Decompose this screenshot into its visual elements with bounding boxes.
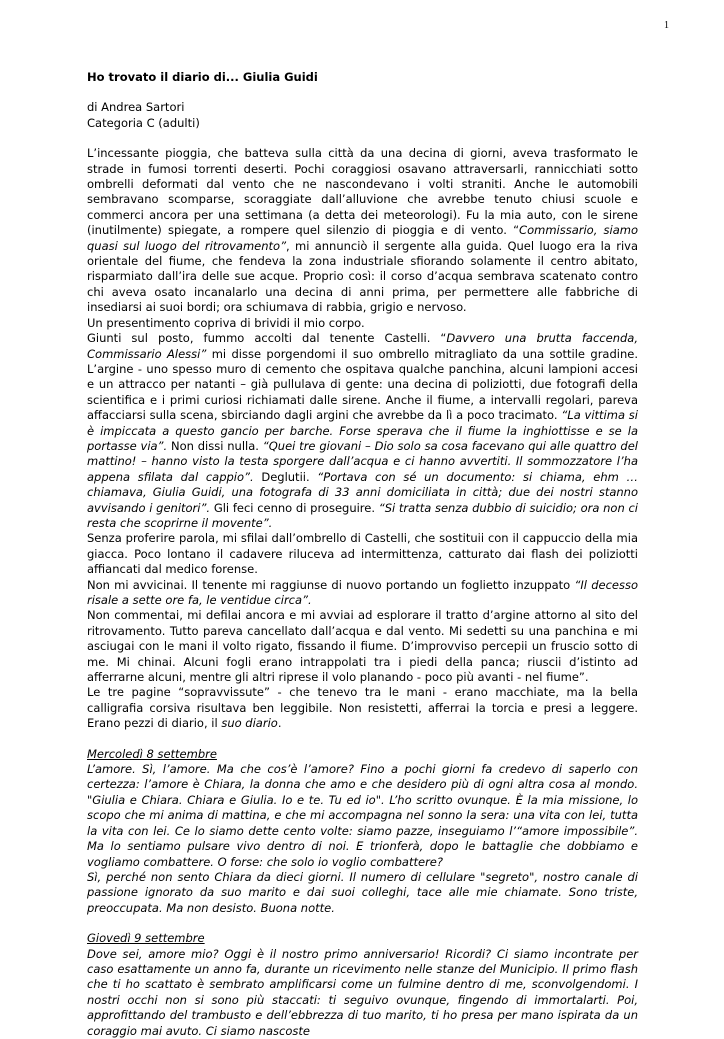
quoted-dialogue: “Il decesso risale a sette ore fa, le ventidue circa”. (87, 577, 638, 607)
diary-entry (87, 931, 638, 1039)
narrative-text: Giunti sul posto, fummo accolti dal tenente Castelli. “ (87, 331, 447, 346)
narrative-section (87, 146, 638, 731)
narrative-paragraph (87, 331, 638, 531)
narrative-text: Non dissi nulla. (167, 438, 263, 453)
document-body (87, 70, 638, 1039)
quoted-dialogue: “Portava con sé un documento: si chiama, ehm … chiamava, Giulia Guidi, una fotografa di 33 anni domiciliata in città; due dei nostri stanno avvisando i genitori”. (87, 469, 638, 515)
author-line: di Andrea Sartori (87, 100, 185, 115)
quoted-dialogue: “La vittima si è impiccata a questo gancio per barche. Forse sperava che il fiume la inghiottisse e se la portasse via”. (87, 408, 638, 453)
diary-date: Mercoledì 8 settembre (87, 746, 217, 761)
narrative-text: Non mi avvicinai. Il tenente mi raggiunse di nuovo portando un foglietto inzuppato (87, 577, 575, 592)
quoted-dialogue: Commissario, siamo quasi sul luogo del ritrovamento” (87, 223, 639, 253)
quoted-dialogue: Davvero una brutta faccenda, Commissario Alessi” (87, 331, 638, 361)
category-line: Categoria C (adulti) (87, 115, 200, 130)
diary-paragraph: L’amore. Sì, l’amore. Ma che cos’è l’amore? Fino a pochi giorni fa credevo di saperlo con certezza: l’amore è Chiara, la donna che amo e che desidero più di ogni altra cosa al mondo. "Giulia e Chiara. Chiara e Giulia. Io e te. Tu ed io". L’ho scritto ovunque. È la mia missione, lo scopo che mi anima di mattina, e che mi accompagna nel sonno la sera: una vita con lei, tutta la vita con lei. Ce lo siamo dette cento volte: siamo pazze, inseguiamo l’“amore impossibile”. Ma lo sentiamo pulsare vivo dentro di noi. E trionferà, dopo le battaglie che dobbiamo e vogliamo combattere. O forse: che solo io voglio combattere? (87, 762, 638, 869)
quoted-dialogue: “Quei tre giovani – Dio solo sa cosa facevano qui alle quattro del mattino! – hanno visto la testa sporgere dall’acqua e ci hanno avvertiti. Il sommozzatore l’ha appena sfilata dal cappio”. (87, 438, 638, 484)
narrative-paragraph (87, 316, 638, 331)
quoted-dialogue: “Si tratta senza dubbio di suicidio; ora non ci resta che scoprirne il movente”. (87, 500, 638, 530)
narrative-text: Le tre pagine “sopravvissute” - che tenevo tra le mani - erano macchiate, ma la bella calligrafia corsiva risultava ben leggibile. Non resistetti, afferrai la torcia e presi a leggere. Erano pezzi di diario, il (87, 685, 638, 731)
narrative-text: . (277, 716, 282, 731)
narrative-text: Deglutii. (253, 469, 318, 484)
narrative-text: Un presentimento copriva di brividi il mio corpo. (87, 315, 365, 330)
diary-date: Giovedì 9 settembre (87, 931, 205, 946)
diary-paragraph: Dove sei, amore mio? Oggi è il nostro primo anniversario! Ricordi? Ci siamo incontrate per caso esattamente un anno fa, durante un ricevimento nelle stanze del Municipio. Il primo flash che ti ho scattato è sembrato amplificarsi come un fulmine dentro di me, sconvolgendomi. I nostri occhi non si sono più staccati: ti seguivo ovunque, fingendo di immortalarti. Poi, approfittando del trambusto e dell’ebbrezza di tuo marito, ti ho presa per mano ispirata da un coraggio mai avuto. Ci siamo nascoste (87, 946, 638, 1038)
narrative-paragraph (87, 578, 638, 609)
narrative-text: Non commentai, mi defilai ancora e mi avviai ad esplorare il tratto d’argine attorno al sito del ritrovamento. Tutto pareva cancellato dall’acqua e dal vento. Mi sedetti su una panchina e mi asciugai con le mani il volto rigato, fissando il fiume. D’improvviso percepii un fruscio sotto di me. Mi chinai. Alcuni fogli erano intrappolati tra i piedi della panca; riuscii d’istinto ad afferrarne alcuni, mentre gli altri riprese il volo planando - poco più avanti - nel fiume”. (87, 608, 638, 685)
narrative-paragraph (87, 608, 638, 685)
narrative-paragraph (87, 685, 638, 731)
narrative-text: Gli feci cenno di proseguire. (210, 500, 379, 515)
diary-entry (87, 747, 638, 916)
story-title: Ho trovato il diario di... Giulia Guidi (87, 70, 318, 84)
narrative-text: Senza proferire parola, mi sfilai dall’ombrello di Castelli, che sostituii con il cappuccio della mia giacca. Poco lontano il cadavere riluceva ad intermittenza, catturato dai flash dei poliziotti affiancati dal medico forense. (87, 531, 638, 577)
narrative-paragraph (87, 531, 638, 577)
page-number: 1 (664, 20, 669, 31)
narrative-text: , mi annunciò il sergente alla guida. Quel luogo era la riva orientale del fiume, che fendeva la zona industriale sfiorando solamente il centro abitato, risparmiato dall’ira delle sue acque. Proprio così: il corso d’acqua sembrava scatenato contro chi aveva osato incanalarlo una decina di anni prima, per permettere alle fabbriche di insediarsi ai suoi bordi; ora schiumava di rabbia, grigio e nervoso. (87, 238, 638, 315)
narrative-paragraph (87, 146, 638, 315)
narrative-text: mi disse porgendomi il suo ombrello mitragliato da una sottile gradine. L’argine - uno spesso muro di cemento che ospitava qualche panchina, alcuni lampioni accesi e un attracco per natanti – già pullulava di gente: una decina di poliziotti, due fotografi della scientifica e i primi curiosi richiamati dalle sirene. Anche il fiume, a intervalli regolari, pareva affacciarsi sulla scena, sbirciando dagli argini che avrebbe da lì a poco tracimato. (87, 346, 638, 423)
diary-paragraph: Sì, perché non sento Chiara da dieci giorni. Il numero di cellulare "segreto", nostro canale di passione ignorato da suo marito e dai suoi colleghi, tace alle mie chiamate. Sono triste, preoccupata. Ma non desisto. Buona notte. (87, 869, 638, 915)
quoted-dialogue: suo diario (221, 716, 278, 731)
narrative-text: L’incessante pioggia, che batteva sulla città da una decina di giorni, aveva trasformato le strade in fumosi torrenti deserti. Pochi coraggiosi osavano attraversarli, rannicchiati sotto ombrelli deformati dal vento che ne nascondevano i volti straniti. Anche le automobili sembravano scomparse, scoraggiate dall’alluvione che avrebbe tenuto chiusi scuole e commerci ancora per una settimana (a detta dei meteorologi). Fu la mia auto, con le sirene (inutilmente) spiegate, a rompere quel silenzio di pioggia e di vento. “ (87, 146, 638, 238)
